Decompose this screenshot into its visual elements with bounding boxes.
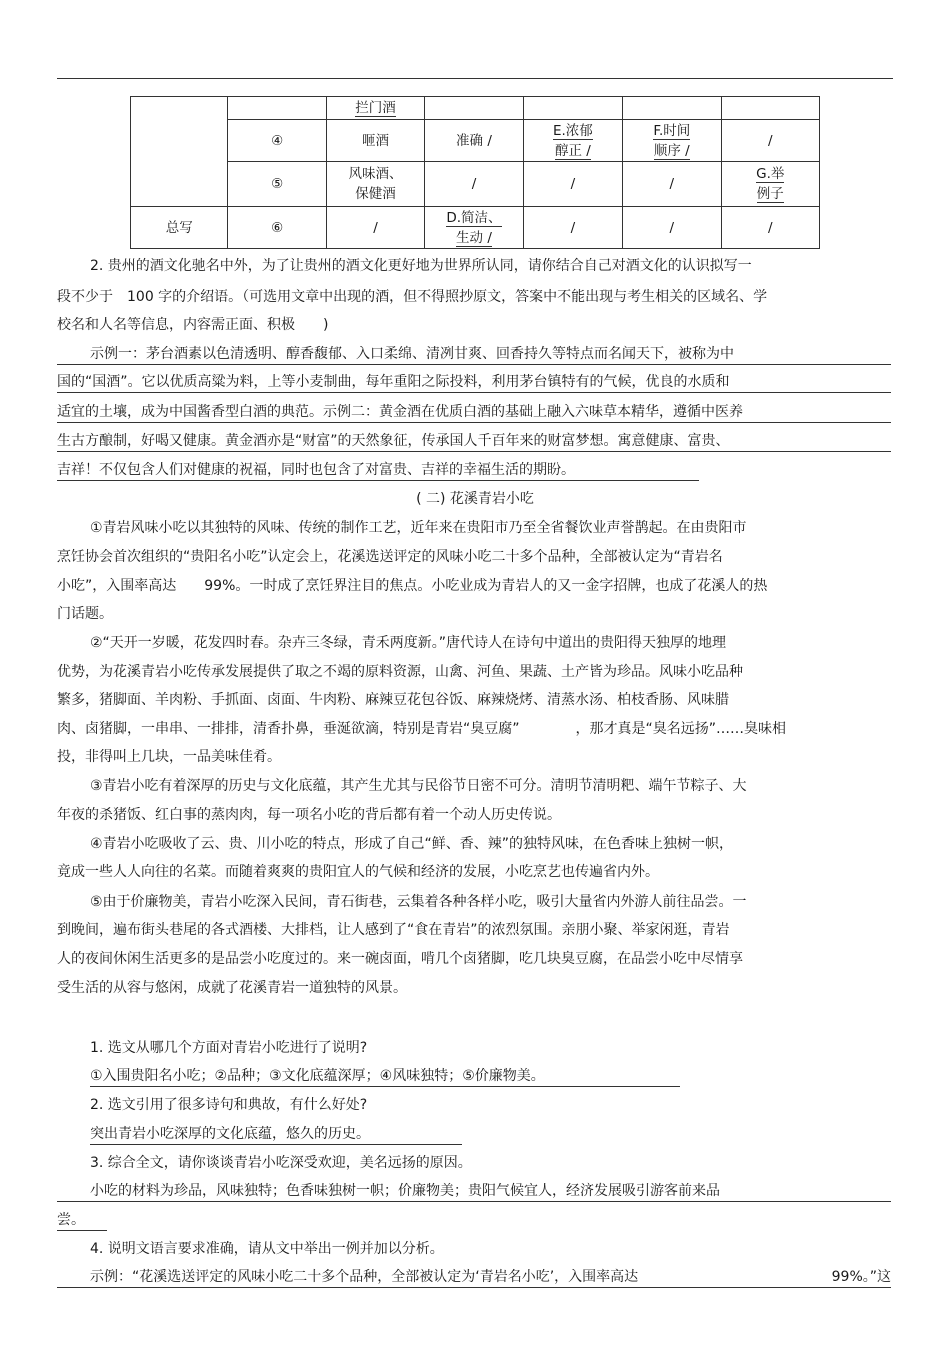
table-cell: / — [721, 120, 819, 162]
table-cell: 咂酒 — [326, 120, 424, 162]
question-text: 3. 综合全文，请你谈谈青岩小吃深受欢迎，美名远扬的原因。 — [90, 1155, 472, 1171]
answer-text: 99%。”这 — [831, 1269, 891, 1285]
answer-text: 吉祥！不仅包含人们对健康的祝福，同时也包含了对富贵、吉祥的幸福生活的期盼。 — [57, 460, 699, 481]
paragraph-line: 到晚间，遍布街头巷尾的各式酒楼、大排档，让人感到了“食在青岩”的浓烈氛围。亲朋小聚、举家闲逛，青岩 — [57, 922, 730, 938]
answer-text: 国的“国酒”。它以优质高粱为料，上等小麦制曲，每年重阳之际投料，利用茅台镇特有的气候，优良的水质和 — [57, 372, 891, 393]
answer-text: 示例：“花溪选送评定的风味小吃二十多个品种，全部被认定为‘青岩名小吃’，入围率高达 — [90, 1269, 639, 1285]
table-cell — [721, 97, 819, 120]
table-cell: / — [523, 162, 622, 207]
paragraph-line: 门话题。 — [57, 606, 113, 622]
table-cell: / — [721, 207, 819, 249]
answer-text: 突出青岩小吃深厚的文化底蕴，悠久的历史。 — [90, 1124, 462, 1145]
cell-text: 保健酒 — [355, 186, 396, 202]
paragraph-line: ⑤由于价廉物美，青岩小吃深入民间，青石街巷，云集着各种各样小吃，吸引大量省内外游人前往品尝。一 — [90, 894, 747, 910]
question-text: 1. 选文从哪几个方面对青岩小吃进行了说明? — [90, 1040, 368, 1056]
table-cell — [131, 97, 228, 207]
paragraph-line: ①青岩风味小吃以其独特的风味、传统的制作工艺，近年来在贵阳市乃至全省餐饮业声誉鹊起。在由贵阳市 — [90, 520, 747, 536]
cell-text: E.浓郁 — [552, 122, 593, 139]
table-cell — [425, 97, 523, 120]
table-cell — [326, 97, 424, 120]
paragraph-line: ②“天开一岁暖，花发四时春。杂卉三冬绿，青禾两度新。”唐代诗人在诗句中道出的贵阳得天独厚的地理 — [90, 635, 727, 651]
paragraph-line: 烹饪协会首次组织的“贵阳名小吃”认定会上，花溪选送评定的风味小吃二十多个品种，全部被认定为“青岩名 — [57, 549, 723, 565]
table-row — [131, 207, 820, 249]
answer-text: 小吃的材料为珍品，风味独特；色香味独树一帜；价廉物美；贵阳气候宜人，经济发展吸引游客前来品 — [57, 1181, 891, 1202]
question-text: 2. 贵州的酒文化驰名中外，为了让贵州的酒文化更好地为世界所认同，请你结合自己对酒文化的认识拟写一 — [90, 258, 752, 274]
paragraph-line: 肉、卤猪脚，一串串、一排排，清香扑鼻，垂涎欲滴，特别是青岩“臭豆腐” ，那才真是“臭名远扬”……臭味相 — [57, 721, 787, 737]
table-cell — [623, 120, 721, 162]
answer-text — [57, 1267, 891, 1288]
table-cell: 总写 — [131, 207, 228, 249]
table-cell — [326, 162, 424, 207]
cell-text: F.时间 — [653, 122, 691, 139]
table-cell — [721, 162, 819, 207]
table-cell: 准确 / — [425, 120, 523, 162]
cell-text: 生动 / — [456, 229, 492, 246]
paragraph-line: 年夜的杀猪饭、红白事的蒸肉肉，每一项名小吃的背后都有着一个动人历史传说。 — [57, 807, 561, 823]
table-cell — [623, 97, 721, 120]
cell-text: 醇正 / — [554, 142, 591, 159]
table-cell: / — [425, 162, 523, 207]
table-cell — [425, 207, 523, 249]
paragraph-line: 人的夜间休闲生活更多的是品尝小吃度过的。来一碗卤面，啃几个卤猪脚，吃几块臭豆腐，在品尝小吃中尽情享 — [57, 951, 743, 967]
table-cell: / — [523, 207, 622, 249]
table-cell: / — [623, 207, 721, 249]
table-cell: / — [623, 162, 721, 207]
section-title: ( 二) 花溪青岩小吃 — [416, 491, 534, 507]
paragraph-line: 繁多，猪脚面、羊肉粉、手抓面、卤面、牛肉粉、麻辣豆花包谷饭、麻辣烧烤、清蒸水汤、柏枝香肠、风味腊 — [57, 692, 729, 708]
cell-text: 风味酒、 — [348, 166, 403, 182]
table-cell: ④ — [228, 120, 326, 162]
answer-text: ①入围贵阳名小吃；②品种；③文化底蕴深厚；④风味独特；⑤价廉物美。 — [90, 1066, 680, 1087]
table-cell: ⑤ — [228, 162, 326, 207]
answer-text: 生古方酿制，好喝又健康。黄金酒亦是“财富”的天然象征，传承国人千百年来的财富梦想。寓意健康、富贵、 — [57, 431, 891, 452]
paragraph-line: 投，非得叫上几块，一品美味佳肴。 — [57, 749, 281, 765]
paragraph-line: 小吃”，入围率高达 99%。一时成了烹饪界注目的焦点。小吃业成为青岩人的又一金字招牌，也成了花溪人的热 — [57, 578, 768, 594]
table-cell: / — [326, 207, 424, 249]
answer-text: 适宜的土壤，成为中国酱香型白酒的典范。示例二：黄金酒在优质白酒的基础上融入六味草本精华，遵循中医养 — [57, 402, 891, 423]
answer-table — [130, 96, 820, 249]
paragraph-line: 受生活的从容与悠闲，成就了花溪青岩一道独特的风景。 — [57, 980, 407, 996]
table-cell — [228, 97, 326, 120]
question-text: 校名和人名等信息，内容需正面、积极 ) — [57, 317, 329, 333]
cell-text: 顺序 / — [653, 142, 690, 159]
table-row — [131, 120, 820, 162]
table-row — [131, 162, 820, 207]
paragraph-line: 竟成一些人人向往的名菜。而随着爽爽的贵阳宜人的气候和经济的发展，小吃烹艺也传遍省内外。 — [57, 864, 659, 880]
cell-text: G.举 — [756, 166, 785, 182]
table-cell: ⑥ — [228, 207, 326, 249]
paragraph-line: 优势，为花溪青岩小吃传承发展提供了取之不竭的原料资源，山禽、河鱼、果蔬、土产皆为珍品。风味小吃品种 — [57, 664, 743, 680]
cell-text: 拦门酒 — [355, 100, 396, 116]
paragraph-line: ④青岩小吃吸收了云、贵、川小吃的特点，形成了自己“鲜、香、辣”的独特风味，在色香味上独树一帜， — [90, 836, 734, 852]
cell-text: 例子 — [756, 186, 784, 202]
paragraph-line: ③青岩小吃有着深厚的历史与文化底蕴，其产生尤其与民俗节日密不可分。清明节清明粑、端午节粽子、大 — [90, 778, 747, 794]
question-text: 段不少于 100 字的介绍语。（可选用文章中出现的酒，但不得照抄原文，答案中不能出现与考生相关的区域名、学 — [57, 289, 768, 305]
cell-text: D.简洁、 — [446, 209, 502, 226]
question-text: 4. 说明文语言要求准确，请从文中举出一例并加以分析。 — [90, 1241, 444, 1257]
table-cell — [523, 120, 622, 162]
question-text: 2. 选文引用了很多诗句和典故，有什么好处? — [90, 1097, 368, 1113]
answer-text: 尝。 — [57, 1210, 107, 1231]
answer-text: 示例一：茅台酒素以色清透明、醇香馥郁、入口柔绵、清冽甘爽、回香持久等特点而名闻天下，被称为中 — [57, 344, 891, 365]
table-cell — [523, 97, 622, 120]
top-rule — [57, 78, 893, 79]
table-row — [131, 97, 820, 120]
